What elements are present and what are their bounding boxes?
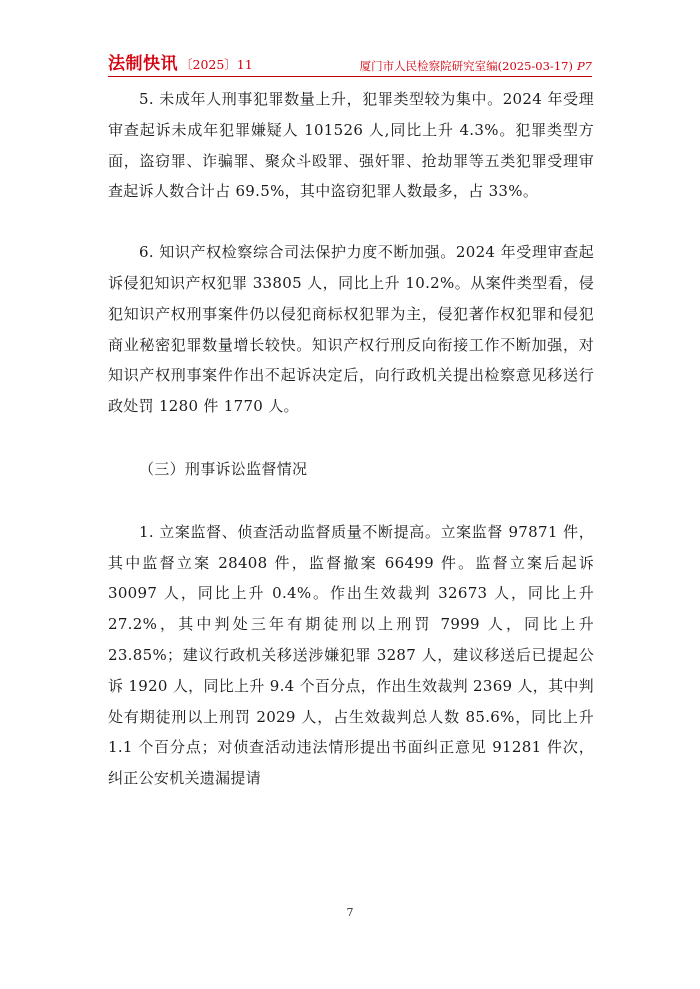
masthead-title: 法制快讯	[108, 54, 178, 74]
source-text: 厦门市人民检察院研究室编(2025-03-17)	[359, 59, 573, 73]
paragraph-case-supervision: 1. 立案监督、侦查活动监督质量不断提高。立案监督 97871 件，其中监督立案 28408 件，监督撤案 66499 件。监督立案后起诉 30097 人，同比上升 0.4%。作出生效裁判 32673 人，同比上升 27.2%，其中判处三年有期徒刑以上刑罚 7999 人，同比上升 23.85%；建议行政机关移送涉嫌犯罪 3287 人，建议移送后已提起公诉 1920 人，同比上升 9.4 个百分点，作出生效裁判 2369 人，其中判处有期徒刑以上刑罚 2029 人，占生效裁判总人数 85.6%，同比上升 1.1 个百分点；对侦查活动违法情形提出书面纠正意见 91281 件次，纠正公安机关遗漏提请	[108, 522, 594, 788]
section-heading: （三）刑事诉讼监督情况	[139, 459, 308, 478]
header-source	[360, 58, 592, 74]
paragraph-ip-protection: 6. 知识产权检察综合司法保护力度不断加强。2024 年受理审查起诉侵犯知识产权犯罪 33805 人，同比上升 10.2%。从案件类型看，侵犯知识产权刑事案件仍以侵犯商标权犯罪为主，侵犯著作权犯罪和侵犯商业秘密犯罪数量增长较快。知识产权行刑反向衔接工作不断加强，对知识产权刑事案件作出不起诉决定后，向行政机关提出检察意见移送行政处罚 1280 件 1770 人。	[108, 243, 594, 416]
page-number: 7	[346, 906, 354, 919]
page-header	[108, 50, 592, 77]
issue-number: 〔2025〕11	[180, 57, 253, 72]
header-masthead	[108, 49, 253, 74]
document-body	[108, 84, 594, 794]
page-tag: P7	[576, 59, 592, 73]
paragraph-juvenile-crime: 5. 未成年人刑事犯罪数量上升，犯罪类型较为集中。2024 年受理审查起诉未成年犯罪嫌疑人 101526 人,同比上升 4.3%。犯罪类型方面，盗窃罪、诈骗罪、聚众斗殴罪、强奸罪、抢劫罪等五类犯罪受理审查起诉人数合计占 69.5%，其中盗窃犯罪人数最多，占 33%。	[108, 90, 594, 201]
